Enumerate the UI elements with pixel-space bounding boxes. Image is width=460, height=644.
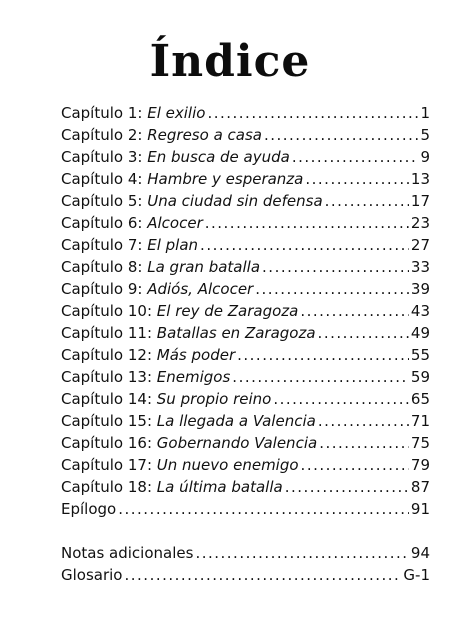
dot-leader [125,564,402,586]
dot-leader [255,278,409,300]
dot-leader [305,168,409,190]
toc-entry-title: La llegada a Valencia [156,412,316,430]
toc-entry-label: Glosario [61,566,123,584]
toc-entry[interactable] [61,278,430,300]
toc-entry[interactable] [61,388,430,410]
dot-leader [318,410,409,432]
toc-entry-label: Capítulo 16: [61,434,152,452]
page-title: Índice [149,36,311,87]
table-of-contents [61,102,430,586]
toc-entry-page: 75 [410,434,430,452]
toc-entry-label: Capítulo 13: [61,368,152,386]
toc-entry-page: 5 [420,126,430,144]
toc-entry-page: 43 [410,302,430,320]
toc-entry-title: El exilio [147,104,206,122]
toc-entry-page: 87 [410,478,430,496]
toc-entry-page: 59 [410,368,430,386]
dot-leader [200,234,409,256]
dot-leader [319,432,409,454]
toc-entry-label: Capítulo 2: [61,126,143,144]
toc-entry-title: Gobernando Valencia [156,434,318,452]
toc-entry-title: El plan [147,236,199,254]
dot-leader [273,388,409,410]
toc-entry-page: 49 [410,324,430,342]
toc-entry[interactable] [61,124,430,146]
toc-entry-label: Capítulo 3: [61,148,143,166]
toc-entry-label: Capítulo 1: [61,104,143,122]
toc-entry-label: Notas adicionales [61,544,194,562]
toc-entry-title: Su propio reino [156,390,272,408]
toc-entry-page: 91 [410,500,430,518]
toc-entry-label: Capítulo 7: [61,236,143,254]
dot-leader [264,124,418,146]
toc-entry-title: Batallas en Zaragoza [156,324,316,342]
toc-entry[interactable] [61,498,430,520]
toc-entry[interactable] [61,322,430,344]
dot-leader [207,102,418,124]
toc-entry[interactable] [61,432,430,454]
toc-entry-title: Enemigos [156,368,231,386]
toc-entry-title: En busca de ayuda [147,148,290,166]
toc-entry[interactable] [61,212,430,234]
toc-entry-page: 65 [410,390,430,408]
toc-entry-label: Capítulo 14: [61,390,152,408]
toc-entry-page: 79 [410,456,430,474]
toc-entry-title: Hambre y esperanza [147,170,304,188]
toc-entry-label: Capítulo 17: [61,456,152,474]
toc-entry[interactable] [61,344,430,366]
toc-back-matter-entry[interactable] [61,542,430,564]
dot-leader [262,256,409,278]
toc-entry-title: Regreso a casa [147,126,262,144]
toc-entry-page: 17 [410,192,430,210]
toc-entry-title: Un nuevo enemigo [156,456,299,474]
toc-entry[interactable] [61,146,430,168]
toc-entry-title: Adiós, Alcocer [147,280,254,298]
toc-entry-page: 94 [410,544,430,562]
toc-entry[interactable] [61,300,430,322]
toc-entry-page: 27 [410,236,430,254]
toc-entry-label: Capítulo 18: [61,478,152,496]
toc-entry-label: Epílogo [61,500,117,518]
dot-leader [325,190,409,212]
toc-entry-page: 33 [410,258,430,276]
toc-entry-page: 9 [420,148,430,166]
toc-entry-title: La última batalla [156,478,283,496]
toc-entry[interactable] [61,410,430,432]
toc-entry[interactable] [61,366,430,388]
toc-entry-page: 71 [410,412,430,430]
toc-entry-label: Capítulo 6: [61,214,143,232]
dot-leader [195,542,408,564]
dot-leader [318,322,409,344]
dot-leader [118,498,409,520]
toc-entry-label: Capítulo 15: [61,412,152,430]
toc-entry-label: Capítulo 9: [61,280,143,298]
toc-entry[interactable] [61,476,430,498]
dot-leader [301,454,409,476]
toc-entry[interactable] [61,190,430,212]
dot-leader [292,146,419,168]
dot-leader [237,344,409,366]
toc-entry-title: Una ciudad sin defensa [147,192,323,210]
toc-entry-label: Capítulo 12: [61,346,152,364]
toc-entry-page: 23 [410,214,430,232]
dot-leader [232,366,409,388]
toc-entry-title: La gran batalla [147,258,261,276]
toc-entry-label: Capítulo 8: [61,258,143,276]
dot-leader [285,476,409,498]
toc-entry-title: Más poder [156,346,236,364]
toc-entry[interactable] [61,256,430,278]
dot-leader [205,212,409,234]
toc-entry-label: Capítulo 4: [61,170,143,188]
toc-entry-title: Alcocer [147,214,203,232]
toc-back-matter-entry[interactable] [61,564,430,586]
toc-entry[interactable] [61,168,430,190]
toc-entry-label: Capítulo 10: [61,302,152,320]
toc-entry-page: G-1 [403,566,430,584]
toc-entry[interactable] [61,454,430,476]
toc-entry[interactable] [61,234,430,256]
toc-entry-page: 55 [410,346,430,364]
toc-entry-label: Capítulo 5: [61,192,143,210]
toc-entry-page: 13 [410,170,430,188]
dot-leader [300,300,409,322]
toc-entry-title: El rey de Zaragoza [156,302,299,320]
toc-entry-label: Capítulo 11: [61,324,152,342]
toc-entry-page: 1 [420,104,430,122]
toc-entry-page: 39 [410,280,430,298]
toc-entry[interactable] [61,102,430,124]
